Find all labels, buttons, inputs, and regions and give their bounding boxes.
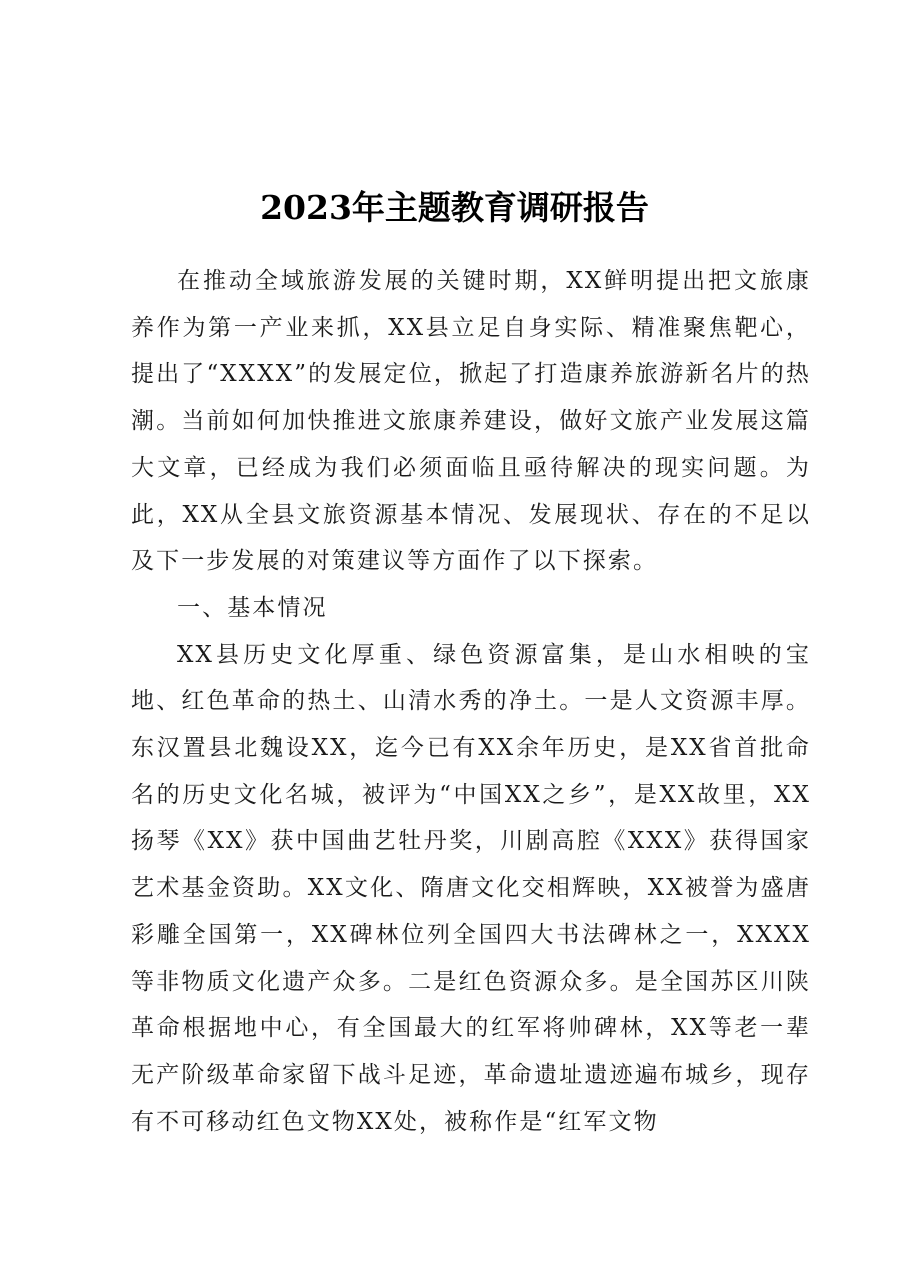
section-heading: 一、基本情况 [177,594,328,621]
document-body [131,258,811,1145]
basic-situation-paragraph: XX县历史文化厚重、绿色资源富集，是山水相映的宝地、红色革命的热土、山清水秀的净土。一是人文资源丰厚。东汉置县北魏设XX，迄今已有XX余年历史，是XX省首批命名的历史文化名城，被评为“中国XX之乡”，是XX故里，XX扬琴《XX》获中国曲艺牡丹奖，川剧高腔《XXX》获得国家艺术基金资助。XX文化、隋唐文化交相辉映，XX被誉为盛唐彩雕全国第一，XX碑林位列全国四大书法碑林之一，XXXX等非物质文化遗产众多。二是红色资源众多。是全国苏区川陕革命根据地中心，有全国最大的红军将帅碑林，XX等老一辈无产阶级革命家留下战斗足迹，革命遗址遗迹遍布城乡，现存有不可移动红色文物XX处，被称作是“红军文物 [131,641,811,1135]
document-title: 2023年主题教育调研报告 [260,188,649,227]
intro-paragraph: 在推动全域旅游发展的关键时期，XX鲜明提出把文旅康养作为第一产业来抓，XX县立足自身实际、精准聚焦靶心，提出了“XXXX”的发展定位，掀起了打造康养旅游新名片的热潮。当前如何加快推进文旅康养建设，做好文旅产业发展这篇大文章，已经成为我们必须面临且亟待解决的现实问题。为此，XX从全县文旅资源基本情况、发展现状、存在的不足以及下一步发展的对策建议等方面作了以下探索。 [131,268,811,575]
